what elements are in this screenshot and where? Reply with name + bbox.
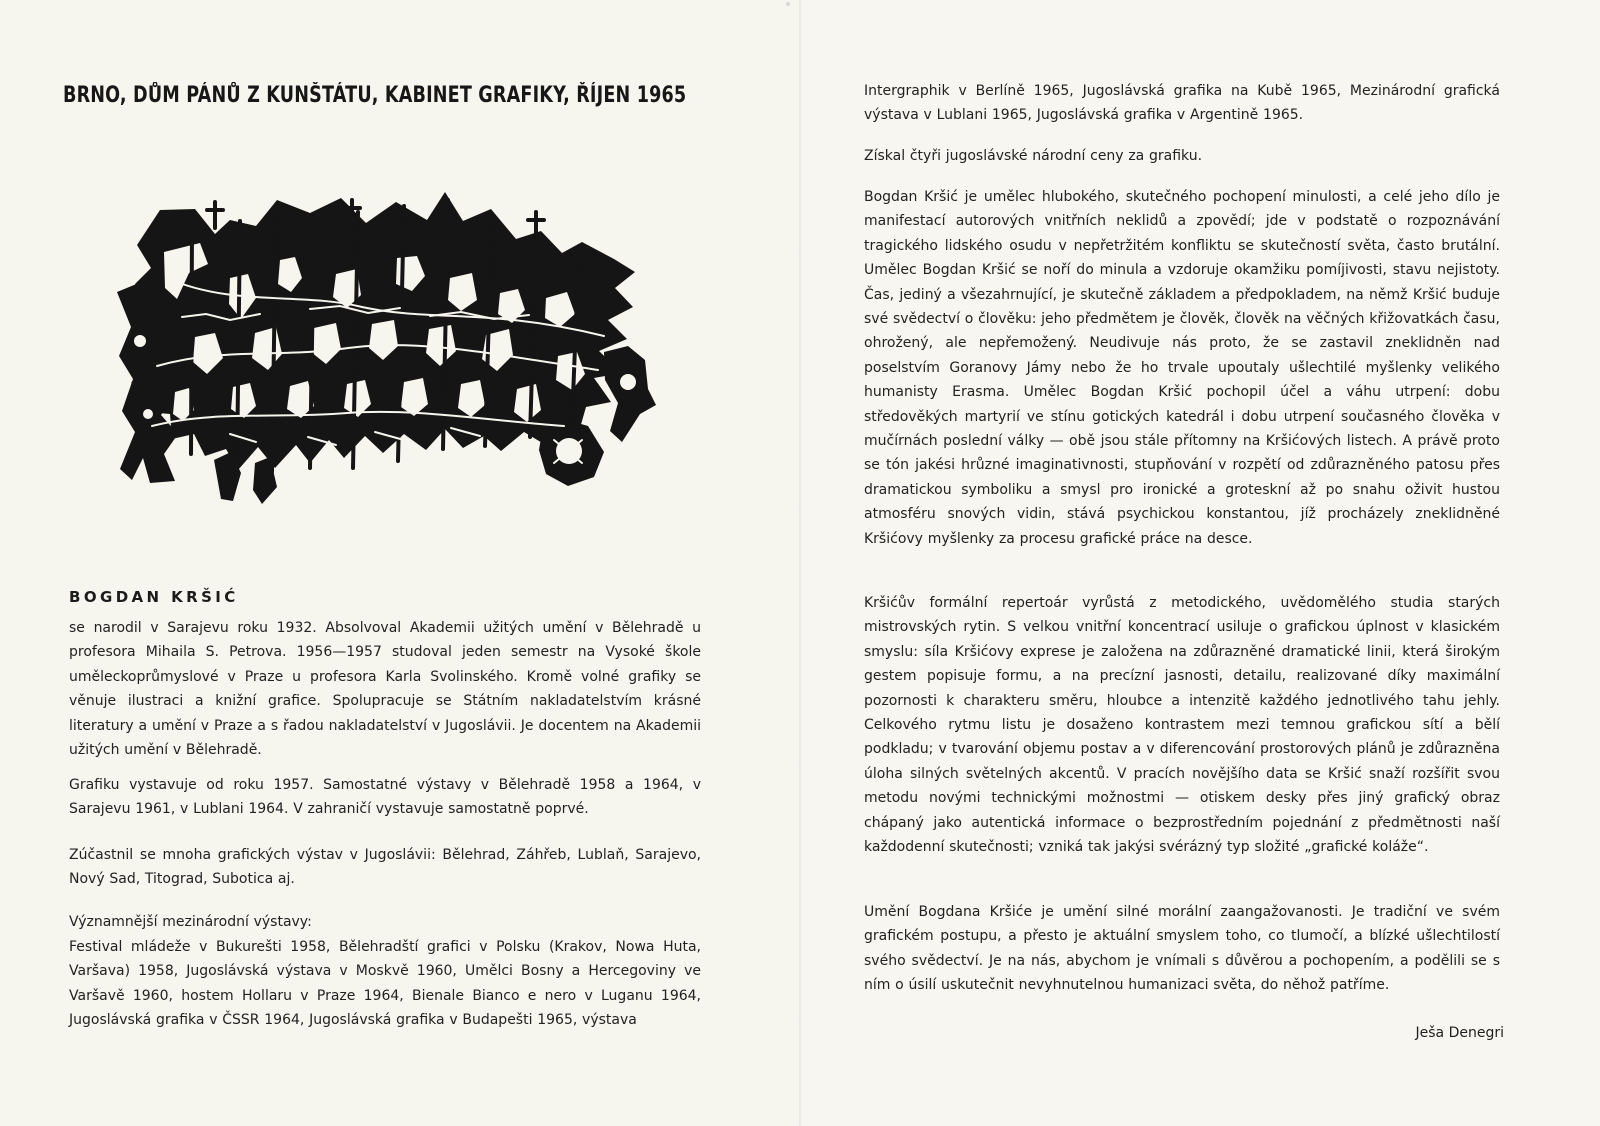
essay-paragraph-3: Umění Bogdana Kršiće je umění silné morální zaangažovanosti. Je tradiční ve svém grafickém postupu, a přesto je aktuální smyslem toho, co tlumočí, a blízké ušlechtilostí svého svědectví. Je na nás, abychom je vnímali s důvěrou a pochopením, a podělili se s ním o úsilí uskutečnit nevyhnutelnou humanizaci světa, do něhož patříme.: [864, 904, 1500, 994]
woodcut-artwork: [112, 182, 657, 512]
page-fold: [799, 0, 801, 1126]
artist-name: BOGDAN KRŠIĆ: [69, 588, 239, 606]
author-signature: Ješa Denegri: [1415, 1025, 1504, 1041]
international-exhibitions-list: Festival mládeže v Bukurešti 1958, Bělehradští grafici v Polsku (Krakov, Nowa Huta, Varšava) 1958, Jugoslávská výstava v Moskvě 1960, Umělci Bosny a Hercegoviny ve Varšavě 1960, hostem Hollaru v Praze 1964, Bienale Bianco e nero v Luganu 1964, Jugoslávská grafika v ČSSR 1964, Jugoslávská grafika v Budapešti 1965, výstava: [69, 939, 701, 1029]
international-exhibitions-heading: Významnější mezinárodní výstavy:: [69, 914, 312, 930]
jugoslav-exhibitions-paragraph: Zúčastnil se mnoha grafických výstav v Jugoslávii: Bělehrad, Záhřeb, Lublaň, Sarajevo, Nový Sad, Titograd, Subotica aj.: [69, 847, 701, 888]
right-paragraph-continuation: Intergraphik v Berlíně 1965, Jugoslávská grafika na Kubě 1965, Mezinárodní grafická výstava v Lublani 1965, Jugoslávská grafika v Argentině 1965.: [864, 83, 1500, 124]
essay-paragraph-2: Kršićův formální repertoár vyrůstá z metodického, uvědomělého studia starých mistrovských rytin. S velkou vnitřní koncentrací usiluje o grafickou úplnost v klasickém smyslu: síla Kršićovy exprese je založena na zdůrazněné dramatické linii, která širokým gestem popisuje formu, a na precízní jasnosti, detailu, realizované díky maximální pozornosti k charakteru směru, hloubce a intenzitě každého jednotlivého tahu jehly. Celkového rytmu listu je dosaženo kontrastem mezi temnou grafickou sítí a bělí podkladu; v tvarování objemu postav a v diferencování prostorových plánů je zdůrazněna úloha silných světelných akcentů. V pracích novějšího data se Kršić snaží rozšířit svou metodu novými technickými možnostmi — otiskem desky přes jiný grafický obraz chápaný jako autentická informace o bezprostředním pojednání z předmětnosti naší každodenní skutečnosti; vzniká tak jakýsi svérázný typ složité „grafické koláže“.: [864, 595, 1500, 856]
woodcut-procession-artwork: [112, 182, 657, 512]
exhibitions-paragraph: Grafiku vystavuje od roku 1957. Samostatné výstavy v Bělehradě 1958 a 1964, v Sarajevu 1961, v Lublani 1964. V zahraničí vystavuje samostatně poprvé.: [69, 777, 701, 818]
awards-paragraph: Získal čtyři jugoslávské národní ceny za grafiku.: [864, 148, 1203, 164]
essay-paragraph-1: Bogdan Kršić je umělec hlubokého, skutečného pochopení minulosti, a celé jeho dílo je manifestací autorových vnitřních neklidů a zpovědí; jde v podstatě o rozpoznávání tragického lidského osudu v nepřetržitém konfliktu se skutečností světa, často brutální. Umělec Bogdan Kršić se noří do minula a vzdoruje okamžiku pomíjivosti, stavu nejistoty. Čas, jediný a všezahrnující, je skutečně základem a předpokladem, na němž Kršić buduje své svědectví o člověku: jeho předmětem je člověk, člověk na věčných křižovatkách času, ohrožený, ale nepřemožený. Neudivuje nás proto, že se zastavil zneklidněn nad poselstvím Goranovy Jámy nebo že ho trvale upoutaly ušlechtilé myšlenky velikého humanisty Erasma. Umělec Bogdan Kršić pochopil účel a váhu utrpení: dobu středověkých martyrií ve stínu gotických katedrál i dobu utrpení současného člověka v mučírnách poslední války — obě jsou stále přítomny na Kršićových listech. A právě proto se tón jakési hrůzné imaginativnosti, stupňování v rozpětí od zdůrazněného patosu přes dramatickou symboliku a smysl pro ironické a groteskní až po snahu oživit hustou atmosféru snových vidin, stává psychickou konstantou, jíž procházely zneklidněné Kršićovy myšlenky za procesu grafické práce na desce.: [864, 189, 1500, 547]
paper-speck: [786, 2, 790, 6]
page-title: BRNO, DŮM PÁNŮ Z KUNŠTÁTU, KABINET GRAFIKY, ŘÍJEN 1965: [63, 83, 687, 108]
biography-paragraph: se narodil v Sarajevu roku 1932. Absolvoval Akademii užitých umění v Bělehradě u profesora Mihaila S. Petrova. 1956—1957 studoval jeden semestr na Vysoké škole uměleckoprůmyslové v Praze u profesora Karla Svolinského. Kromě volné grafiky se věnuje ilustraci a knižní grafice. Spolupracuje se Státním nakladatelstvím krásné literatury a umění v Praze a s řadou nakladatelství v Jugoslávii. Je docentem na Akademii užitých umění v Bělehradě.: [69, 620, 701, 759]
